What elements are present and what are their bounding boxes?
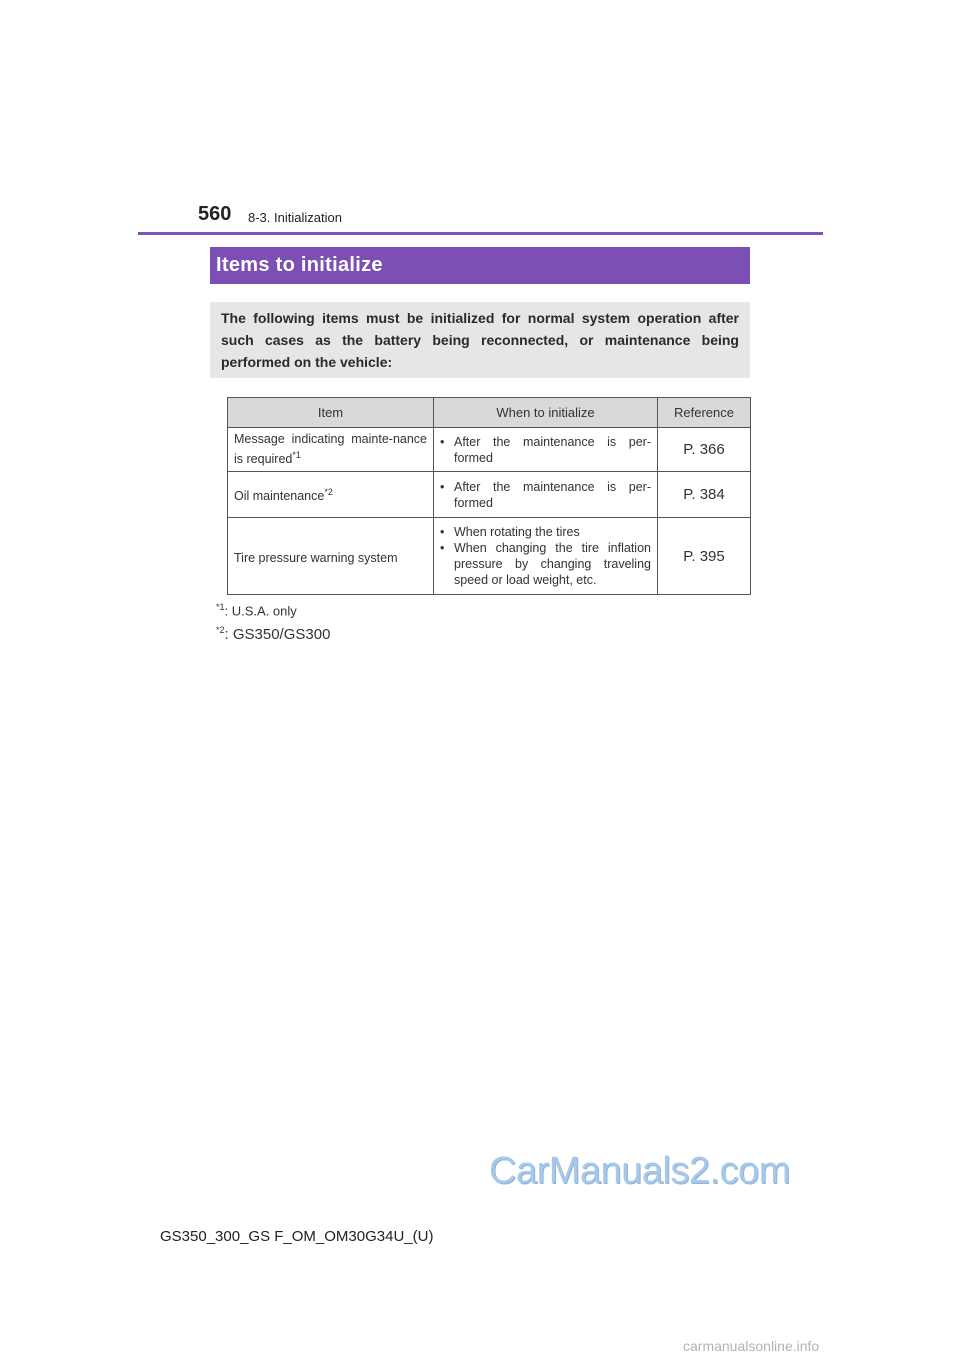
section-title: Items to initialize	[216, 254, 383, 276]
item-cell	[228, 428, 434, 472]
column-header-when: When to initialize	[434, 398, 658, 428]
footnote-mark: *2	[216, 625, 225, 635]
table-header-row	[228, 398, 751, 428]
when-text: When rotating the tires	[454, 525, 580, 539]
item-name: Message indicating mainte-nance is required	[234, 432, 427, 467]
when-bullet	[440, 479, 651, 511]
when-bullet	[440, 540, 651, 588]
reference-cell: P. 395	[658, 518, 751, 595]
when-cell	[434, 518, 658, 595]
item-name: Oil maintenance	[234, 489, 325, 504]
reference-cell: P. 366	[658, 428, 751, 472]
watermark-site: carmanualsonline.info	[683, 1338, 820, 1354]
footnote-text: : GS350/GS300	[224, 626, 331, 643]
manual-code: GS350_300_GS F_OM_OM30G34U_(U)	[160, 1228, 434, 1245]
footnote-1	[216, 602, 297, 618]
bullet-icon: •	[440, 479, 445, 494]
bullet-icon: •	[440, 434, 445, 449]
intro-text: The following items must be initialized for normal system operation after such cases as the battery being reconnected, or maintenance being performed on the vehicle:	[221, 310, 739, 370]
when-bullet	[440, 434, 651, 466]
item-note: *2	[324, 487, 333, 498]
when-cell	[434, 428, 658, 472]
header-rule	[138, 232, 823, 235]
page-number: 560	[198, 203, 232, 225]
table-row	[228, 428, 751, 472]
when-text: When changing the tire inflation pressure by changing traveling speed or load weight, etc.	[454, 541, 651, 587]
title-bar	[210, 247, 750, 284]
section-label: 8-3. Initialization	[248, 210, 342, 225]
table-row	[228, 472, 751, 518]
item-cell	[228, 472, 434, 518]
column-header-reference: Reference	[658, 398, 751, 428]
column-header-item: Item	[228, 398, 434, 428]
when-text: After the maintenance is per-formed	[454, 479, 651, 510]
initialization-table	[227, 397, 751, 595]
item-cell	[228, 518, 434, 595]
bullet-icon: •	[440, 541, 445, 555]
when-bullet	[440, 524, 651, 540]
footnote-text: : U.S.A. only	[224, 603, 297, 619]
reference-cell: P. 384	[658, 472, 751, 518]
item-name: Tire pressure warning system	[234, 551, 398, 566]
table-row	[228, 518, 751, 595]
when-text: After the maintenance is per-formed	[454, 434, 651, 465]
item-note: *1	[292, 450, 301, 461]
footnote-mark: *1	[216, 602, 225, 612]
intro-box	[210, 302, 750, 378]
bullet-icon: •	[440, 525, 445, 539]
watermark-logo: CarManuals2.com	[489, 1150, 790, 1192]
footnote-2	[216, 625, 330, 643]
when-cell	[434, 472, 658, 518]
